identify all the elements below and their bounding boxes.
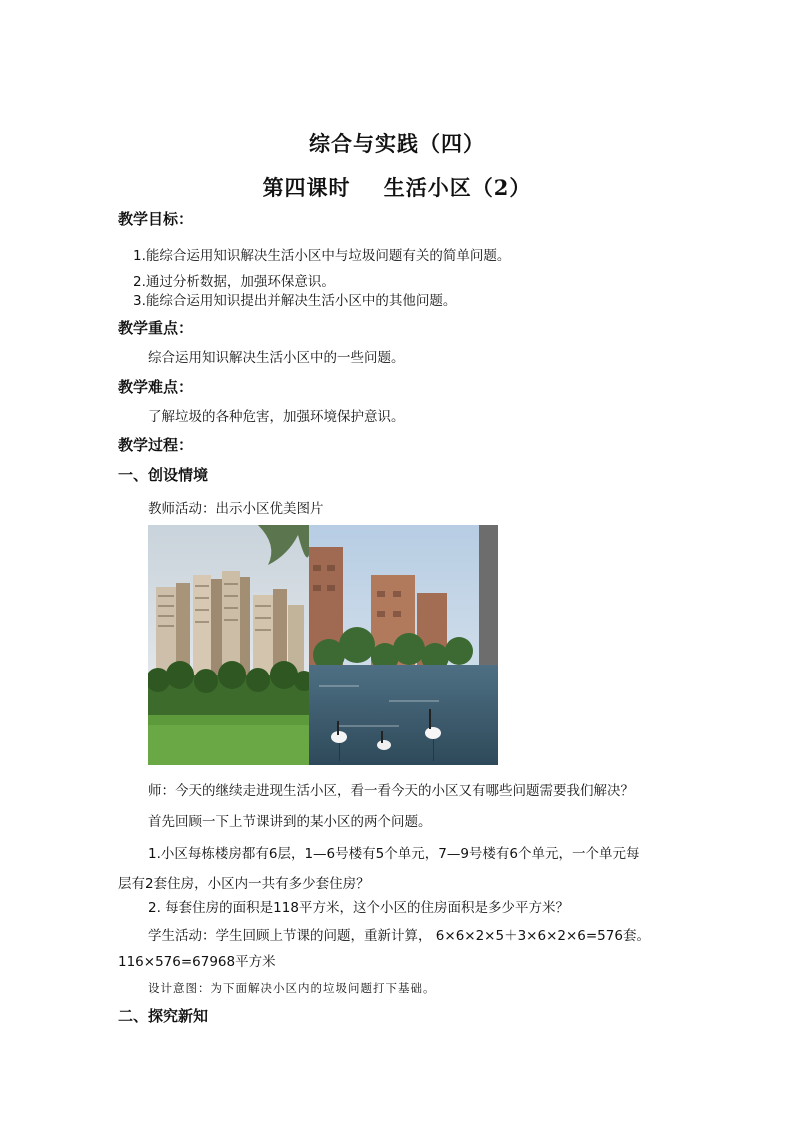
review-line: 首先回顾一下上节课讲到的某小区的两个问题。 — [148, 814, 432, 830]
question-1-line-1: 1.小区每栋楼房都有6层，1—6号楼有5个单元，7—9号楼有6个单元，一个单元每 — [148, 846, 640, 862]
difficulty-text: 了解垃圾的各种危害，加强环境保护意识。 — [148, 409, 405, 425]
student-calculation: 116×576=67968平方米 — [118, 954, 276, 970]
keypoints-heading: 教学重点： — [118, 319, 194, 337]
design-note: 设计意图：为下面解决小区内的垃圾问题打下基础。 — [148, 981, 436, 995]
question-2: 2. 每套住房的面积是118平方米，这个小区的住房面积是多少平方米？ — [148, 900, 569, 916]
document-title: 综合与实践（四） — [309, 131, 485, 156]
teacher-question: 师：今天的继续走进现生活小区，看一看今天的小区又有哪些问题需要我们解决？ — [148, 783, 634, 799]
student-activity: 学生活动：学生回顾上节课的问题，重新计算， 6×6×2×5＋3×6×2×6=576套。 — [148, 928, 650, 944]
section2-heading: 二、探究新知 — [118, 1007, 209, 1025]
community-photo-lake — [309, 525, 498, 765]
question-1-line-2: 层有2套住房，小区内一共有多少套住房？ — [118, 876, 370, 892]
section1-heading: 一、创设情境 — [118, 466, 209, 484]
objectives-heading: 教学目标： — [118, 210, 194, 228]
objective-item: 3.能综合运用知识提出并解决生活小区中的其他问题。 — [133, 293, 457, 309]
process-heading: 教学过程： — [118, 436, 194, 454]
keypoints-text: 综合运用知识解决生活小区中的一些问题。 — [148, 350, 405, 366]
difficulty-heading: 教学难点： — [118, 378, 194, 396]
lesson-subtitle: 第四课时 生活小区（2） — [262, 175, 532, 200]
teacher-activity: 教师活动：出示小区优美图片 — [148, 501, 324, 517]
objective-item: 2.通过分析数据，加强环保意识。 — [133, 274, 335, 290]
objective-item: 1.能综合运用知识解决生活小区中与垃圾问题有关的简单问题。 — [133, 248, 511, 264]
community-photo-buildings — [148, 525, 309, 765]
